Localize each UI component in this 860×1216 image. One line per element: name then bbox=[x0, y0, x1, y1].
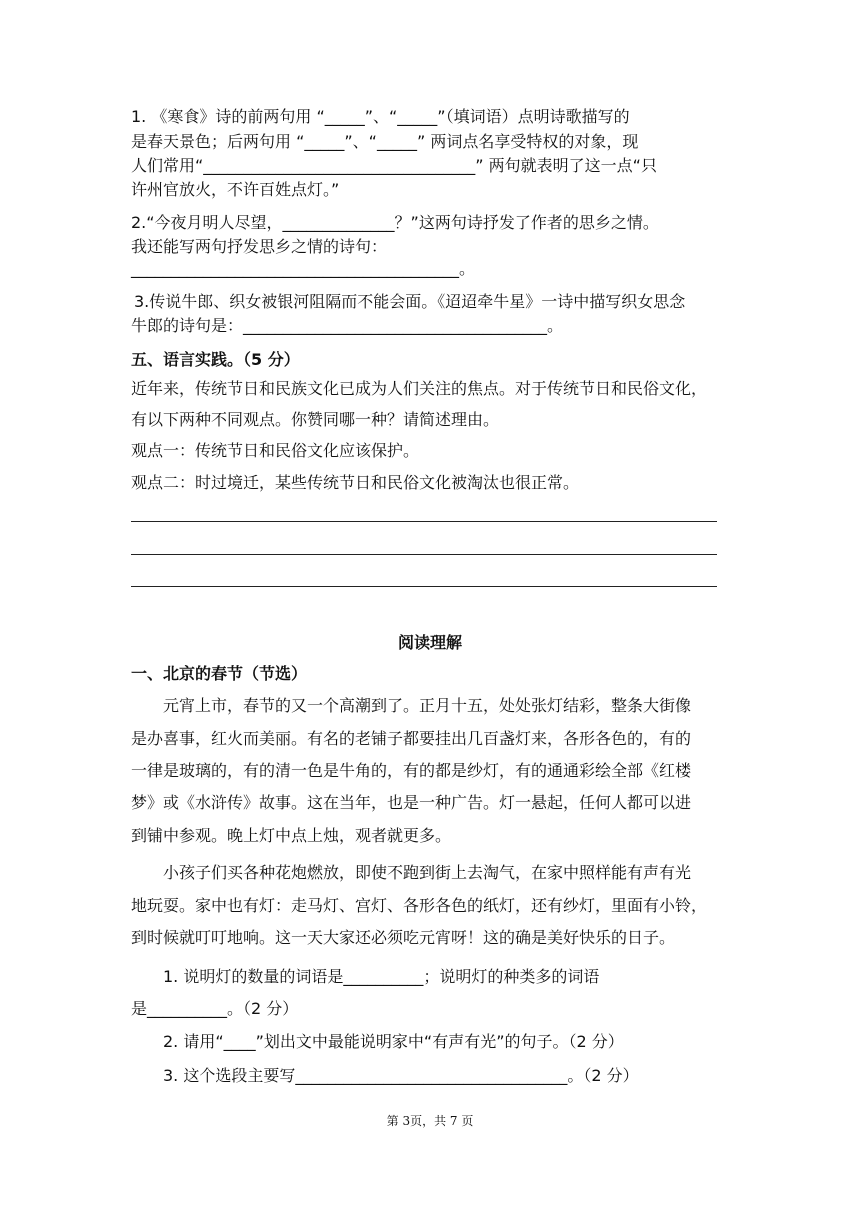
paragraph-2-line: 到时候就叮叮地响。这一天大家还必须吃元宵呀！这的确是美好快乐的日子。 bbox=[131, 928, 676, 947]
reading-question-1-line-1: 1. 说明灯的数量的词语是__________；说明灯的种类多的词语 bbox=[163, 967, 600, 986]
paragraph-2-line: 地玩耍。家中也有灯：走马灯、宫灯、各形各色的纸灯，还有纱灯，里面有小铃， bbox=[131, 896, 708, 915]
question-1-line-1: 1. 《寒食》诗的前两句用 “_____”、“_____”（填词语）点明诗歌描写的 bbox=[131, 107, 630, 126]
question-1-line-3: 人们常用“__________________________________” 两句就表明了这一点“只 bbox=[131, 156, 657, 175]
paragraph-2-line: 小孩子们买各种花炮燃放，即使不跑到街上去淘气，在家中照样能有声有光 bbox=[163, 863, 692, 882]
reading-question-3: 3. 这个选段主要写__________________________________。（2 分） bbox=[163, 1066, 639, 1085]
question-3-line-1: 3.传说牛郎、织女被银河阻隔而不能会面。《迢迢牵牛星》一诗中描写织女思念 bbox=[134, 292, 686, 311]
reading-title: 阅读理解 bbox=[397, 633, 462, 652]
passage-heading: 一、北京的春节（节选） bbox=[131, 664, 308, 683]
answer-line bbox=[131, 586, 717, 587]
page-footer: 第 3页，共 7 页 bbox=[386, 1114, 474, 1128]
question-1-line-4: 许州官放火，不许百姓点灯。” bbox=[131, 180, 340, 199]
reading-question-1-line-2: 是__________。（2 分） bbox=[131, 999, 299, 1018]
paragraph-1-line: 一律是玻璃的，有的清一色是牛角的，有的都是纱灯，有的通通彩绘全部《红楼 bbox=[131, 761, 692, 780]
question-2-answer-line: _________________________________________。 bbox=[131, 259, 476, 278]
section-5-heading: 五、语言实践。（5 分） bbox=[131, 350, 300, 369]
question-2-line-1: 2.“今夜月明人尽望，______________？”这两句诗抒发了作者的思乡之情。 bbox=[131, 213, 659, 232]
paragraph-1-line: 到铺中参观。晚上灯中点上烛，观者就更多。 bbox=[131, 826, 452, 845]
viewpoint-2: 观点二：时过境迁，某些传统节日和民俗文化被淘汰也很正常。 bbox=[131, 473, 580, 492]
section-5-intro-line-1: 近年来，传统节日和民族文化已成为人们关注的焦点。对于传统节日和民俗文化， bbox=[131, 379, 708, 398]
paragraph-1-line: 梦》或《水浒传》故事。这在当年，也是一种广告。灯一悬起，任何人都可以进 bbox=[131, 793, 692, 812]
paragraph-1-line: 是办喜事，红火而美丽。有名的老铺子都要挂出几百盏灯来，各形各色的，有的 bbox=[131, 729, 692, 748]
question-1-line-2: 是春天景色；后两句用 “_____”、“_____” 两词点名享受特权的对象，现 bbox=[131, 132, 639, 151]
question-3-line-2: 牛郎的诗句是：______________________________________。 bbox=[131, 316, 564, 335]
viewpoint-1: 观点一：传统节日和民俗文化应该保护。 bbox=[131, 441, 420, 460]
paragraph-1-line: 元宵上市，春节的又一个高潮到了。正月十五，处处张灯结彩，整条大街像 bbox=[163, 696, 692, 715]
reading-question-2: 2. 请用“____”划出文中最能说明家中“有声有光”的句子。（2 分） bbox=[163, 1032, 624, 1051]
answer-line bbox=[131, 554, 717, 555]
question-2-line-2: 我还能写两句抒发思乡之情的诗句： bbox=[131, 237, 388, 256]
answer-line bbox=[131, 521, 717, 522]
section-5-intro-line-2: 有以下两种不同观点。你赞同哪一种？请简述理由。 bbox=[131, 410, 500, 429]
